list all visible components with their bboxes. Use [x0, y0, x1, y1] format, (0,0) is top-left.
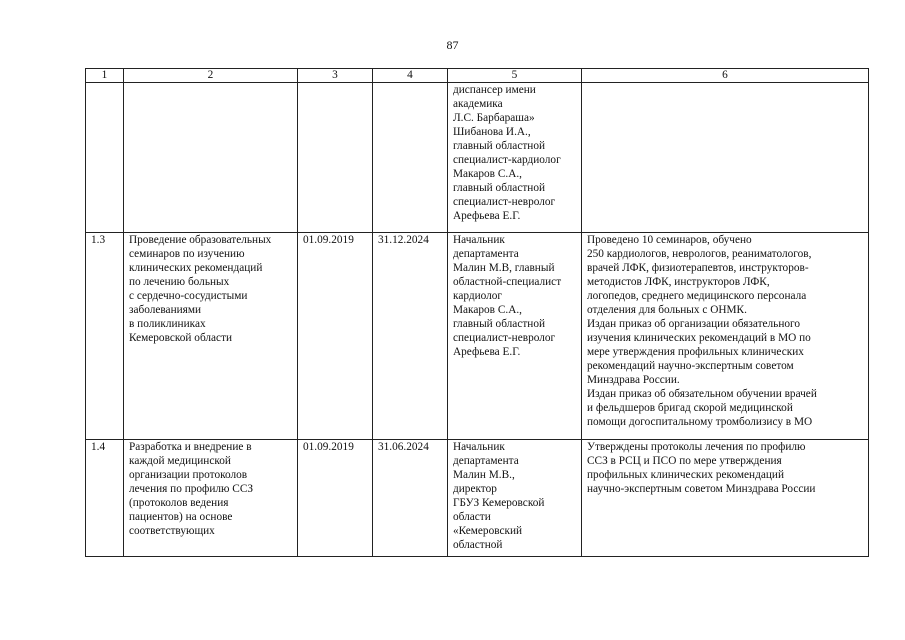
activity-cell: Разработка и внедрение в каждой медицинской организации протоколов лечения по профилю ССЗ (протоколов ведения пациентов) на основе соответствующих: [124, 440, 298, 557]
column-header: 3: [298, 69, 373, 83]
activities-table: [85, 68, 869, 557]
column-header: 2: [124, 69, 298, 83]
column-header: 4: [373, 69, 448, 83]
responsible-cell: Начальник департамента Малин М.В., директор ГБУЗ Кемеровской области «Кемеровский областной: [448, 440, 582, 557]
end-date-cell: 31.06.2024: [373, 440, 448, 557]
table-row: [86, 83, 869, 233]
table-header-row: [86, 69, 869, 83]
result-cell: Утверждены протоколы лечения по профилю ССЗ в РСЦ и ПСО по мере утверждения профильных клинических рекомендаций научно-экспертным советом Минздрава России: [582, 440, 869, 557]
end-date-cell: 31.12.2024: [373, 233, 448, 440]
column-header: 5: [448, 69, 582, 83]
result-cell: Проведено 10 семинаров, обучено 250 кардиологов, неврологов, реаниматологов, врачей ЛФК, физиотерапевтов, инструкторов- методистов ЛФК, инструкторов ЛФК, логопедов, среднего медицинского персонала отделения для больных с ОНМК. Издан приказ об организации обязательного изучения клинических рекомендаций в МО по мере утверждения профильных клинических рекомендаций научно-экспертным советом Минздрава России. Издан приказ об обязательном обучении врачей и фельдшеров бригад скорой медицинской помощи догоспитальному тромболизису в МО: [582, 233, 869, 440]
row-number-cell: 1.4: [86, 440, 124, 557]
responsible-cell: Начальник департамента Малин М.В, главный областной-специалист кардиолог Макаров С.А., главный областной специалист-невролог Арефьева Е.Г.: [448, 233, 582, 440]
row-number-cell: 1.3: [86, 233, 124, 440]
end-date-cell: [373, 83, 448, 233]
start-date-cell: [298, 83, 373, 233]
row-number-cell: [86, 83, 124, 233]
table-row: [86, 440, 869, 557]
result-cell: [582, 83, 869, 233]
column-header: 6: [582, 69, 869, 83]
start-date-cell: 01.09.2019: [298, 233, 373, 440]
start-date-cell: 01.09.2019: [298, 440, 373, 557]
activity-cell: Проведение образовательных семинаров по изучению клинических рекомендаций по лечению больных с сердечно-сосудистыми заболеваниями в поликлиниках Кемеровской области: [124, 233, 298, 440]
activity-cell: [124, 83, 298, 233]
table-row: [86, 233, 869, 440]
page-number: 87: [446, 38, 459, 52]
responsible-cell: диспансер имени академика Л.С. Барбараша» Шибанова И.А., главный областной специалист-кардиолог Макаров С.А., главный областной специалист-невролог Арефьева Е.Г.: [448, 83, 582, 233]
column-header: 1: [86, 69, 124, 83]
